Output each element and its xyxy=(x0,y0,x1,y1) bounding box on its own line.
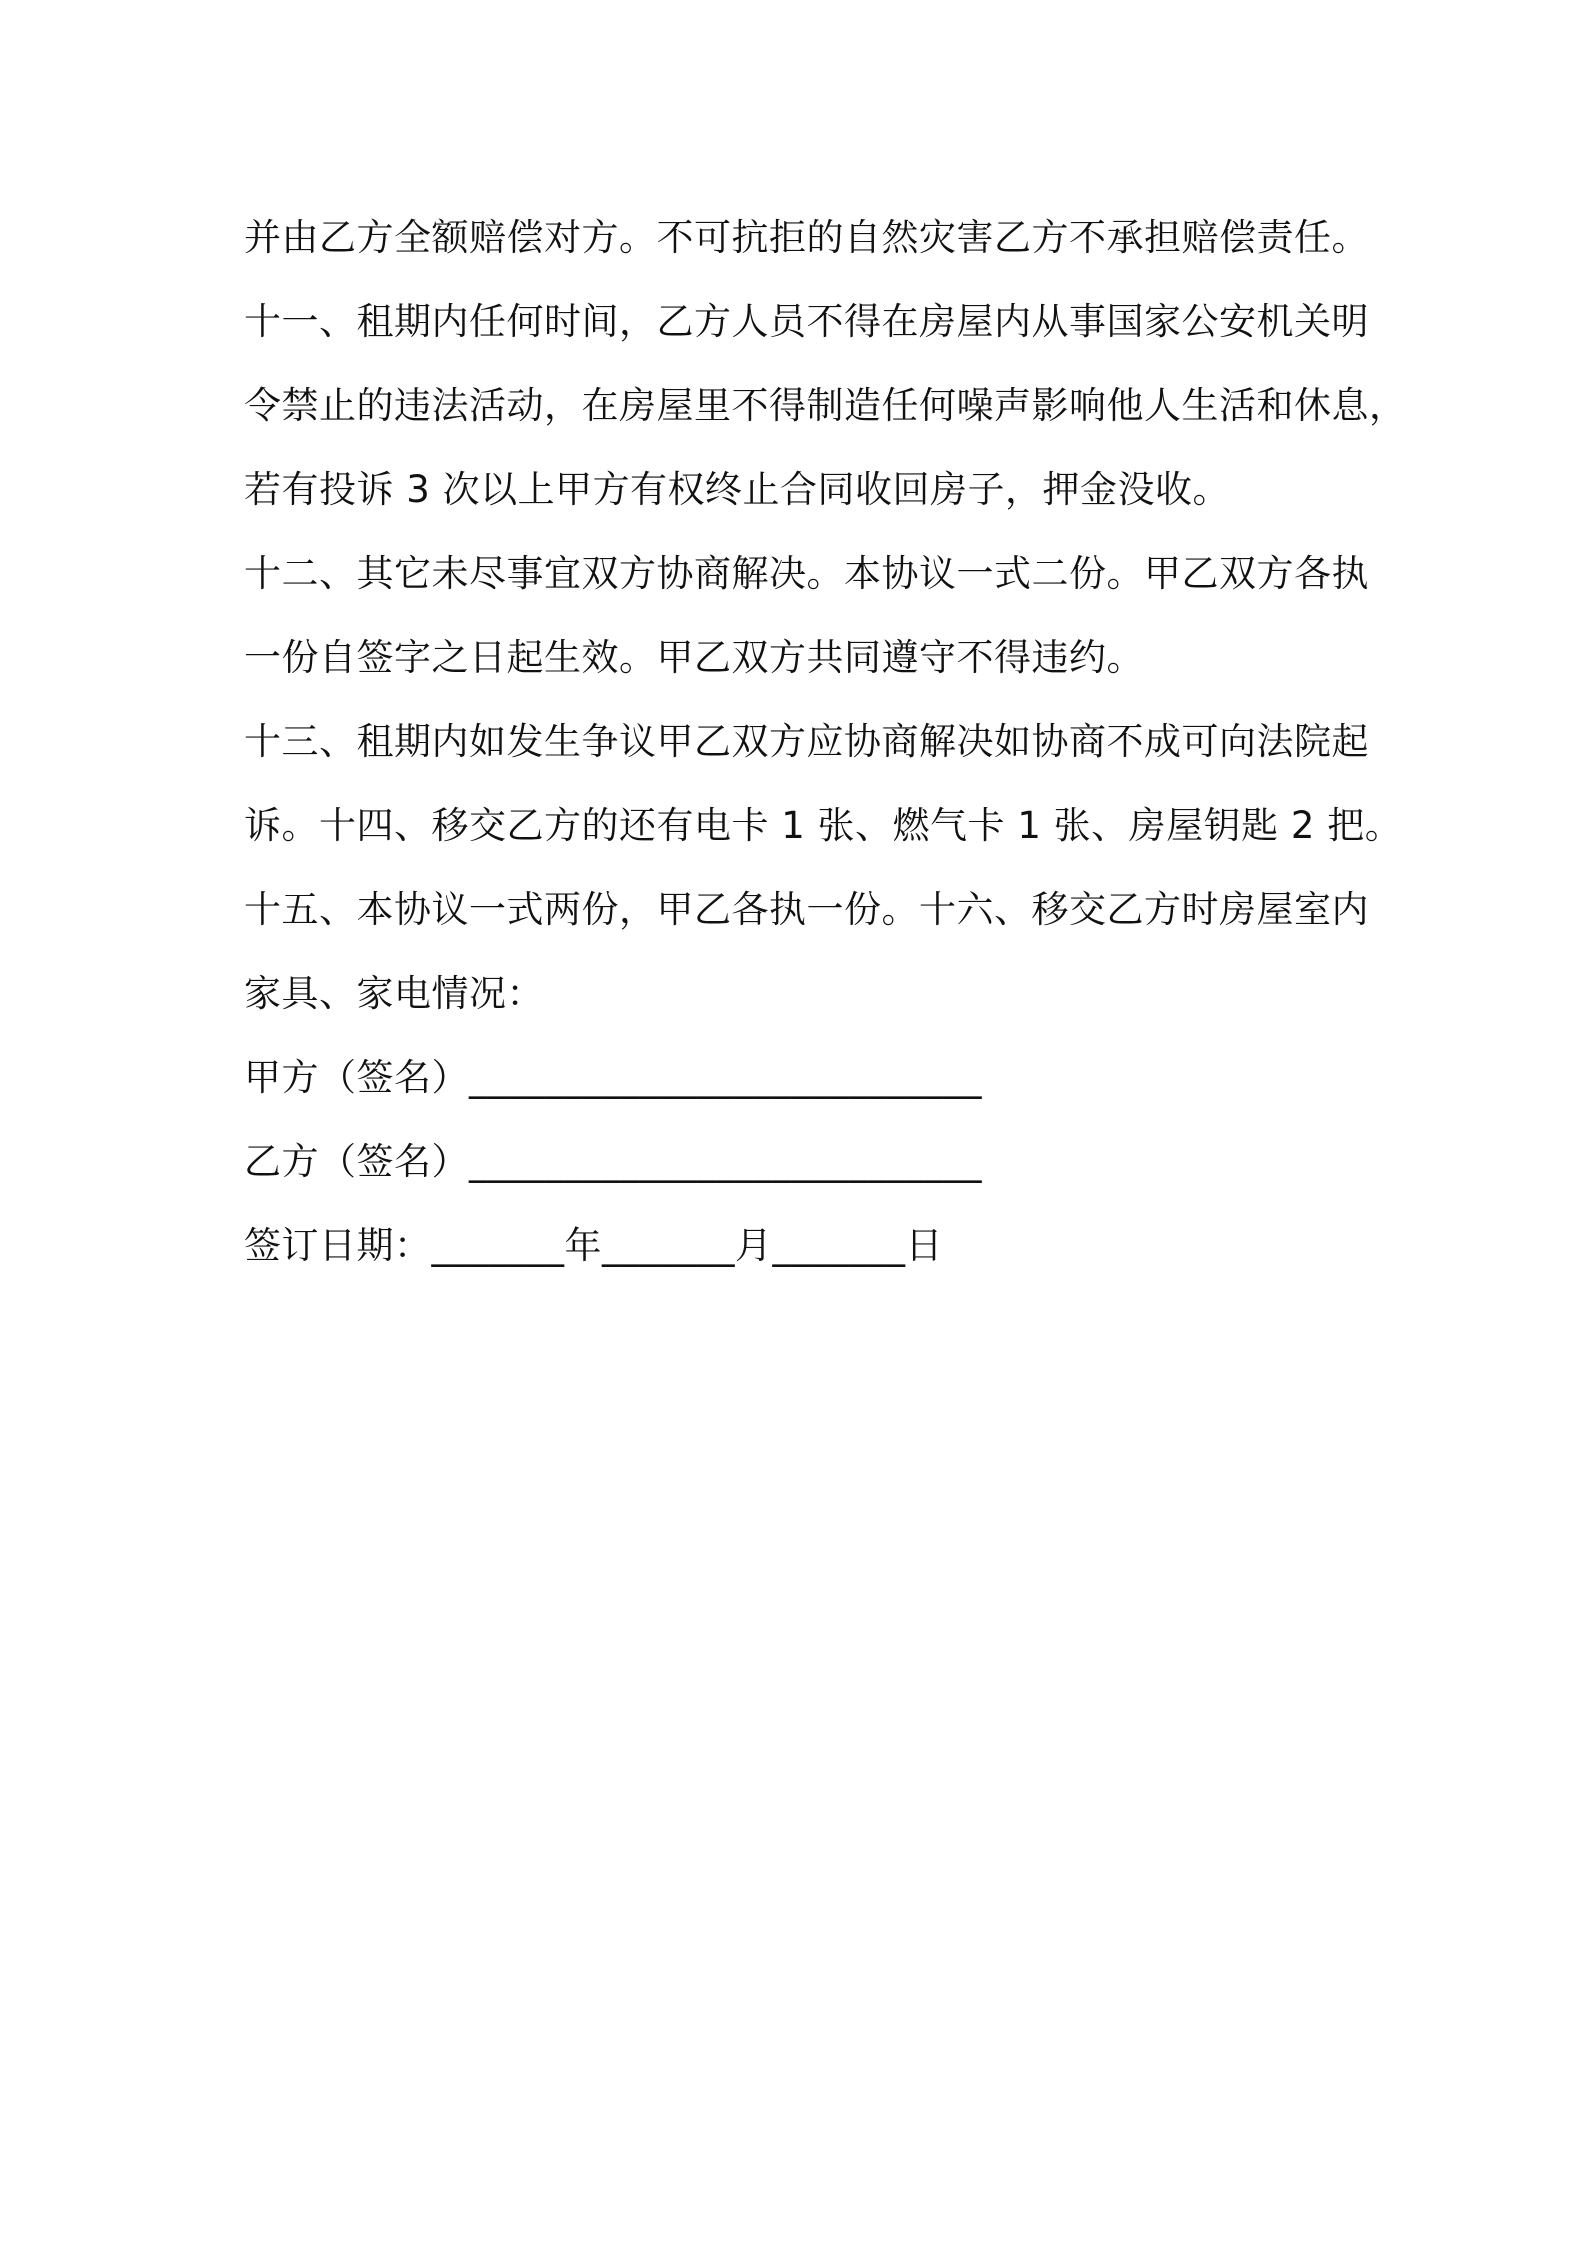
paragraph-line: 诉。十四、移交乙方的还有电卡 1 张、燃气卡 1 张、房屋钥匙 2 把。 xyxy=(244,804,1403,847)
party-b-signature-line: 乙方（签名）___________________________ xyxy=(244,1140,982,1183)
signing-date-line: 签订日期：_______年_______月_______日 xyxy=(244,1224,943,1267)
document-body xyxy=(244,196,1407,1288)
paragraph-line: 家具、家电情况： xyxy=(244,972,544,1015)
signature-block xyxy=(244,1036,1374,1288)
paragraph-line: 一份自签字之日起生效。甲乙双方共同遵守不得违约。 xyxy=(244,636,1144,679)
party-a-signature-line: 甲方（签名）___________________________ xyxy=(244,1056,982,1099)
paragraph-line: 若有投诉 3 次以上甲方有权终止合同收回房子，押金没收。 xyxy=(244,468,1231,511)
paragraph-line: 十一、租期内任何时间，乙方人员不得在房屋内从事国家公安机关明 xyxy=(244,300,1369,343)
paragraph-line: 十二、其它未尽事宜双方协商解决。本协议一式二份。甲乙双方各执 xyxy=(244,552,1369,595)
paragraph-line: 令禁止的违法活动，在房屋里不得制造任何噪声影响他人生活和休息， xyxy=(244,384,1407,427)
paragraph-line: 十五、本协议一式两份，甲乙各执一份。十六、移交乙方时房屋室内 xyxy=(244,888,1369,931)
paragraph-line: 十三、租期内如发生争议甲乙双方应协商解决如协商不成可向法院起 xyxy=(244,720,1369,763)
paragraph-line: 并由乙方全额赔偿对方。不可抗拒的自然灾害乙方不承担赔偿责任。 xyxy=(244,216,1369,259)
